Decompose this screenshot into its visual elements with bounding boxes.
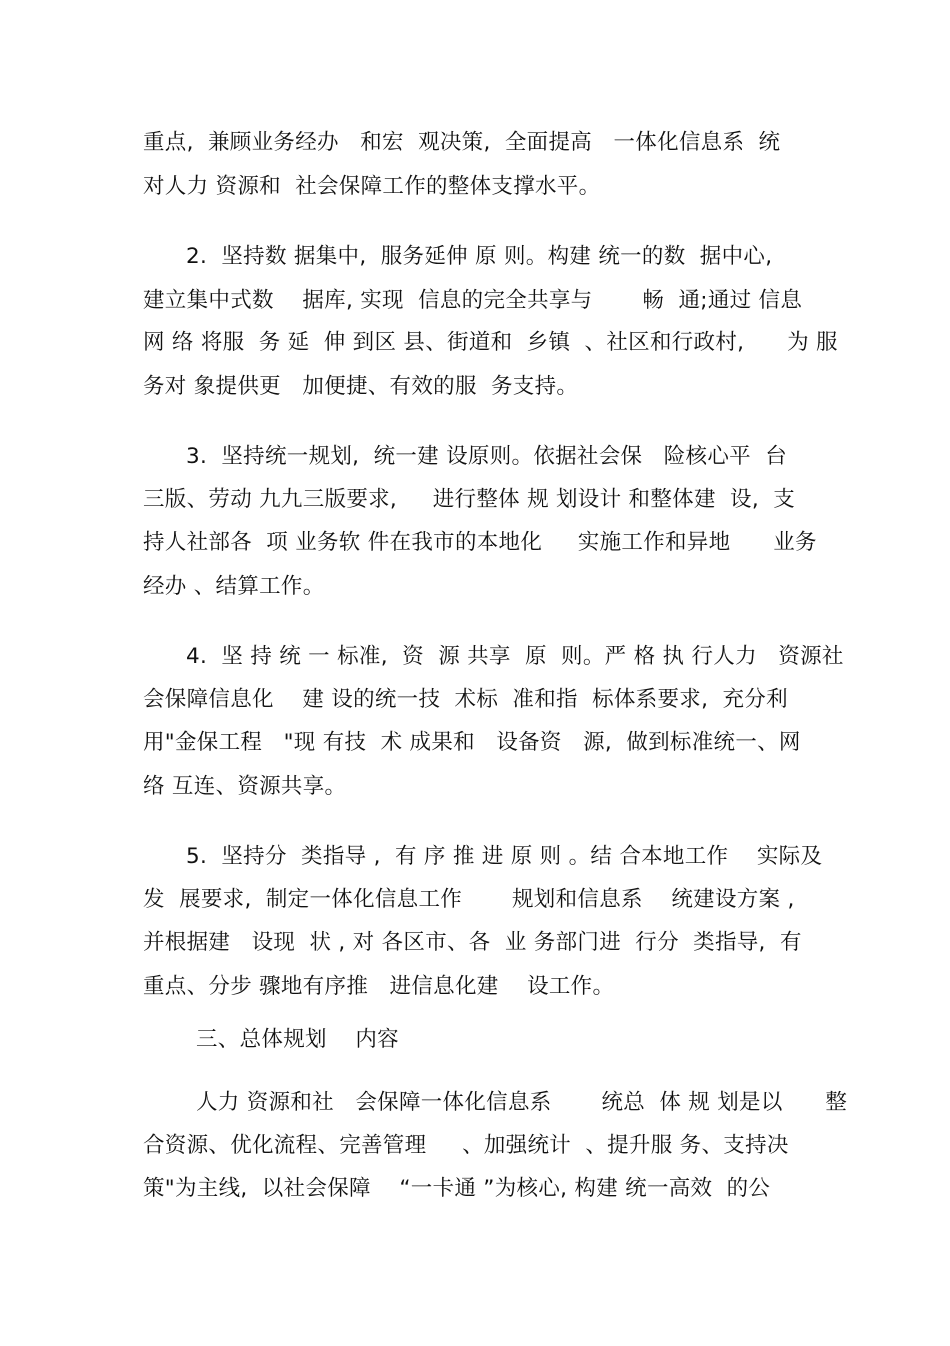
paragraph-line: 2. 坚持数 据集中, 服务延伸 原 则。构建 统一的数 据中心,: [186, 244, 773, 269]
paragraph-line: 3. 坚持统一规划, 统一建 设原则。依据社会保 险核心平 台: [186, 444, 787, 469]
paragraph-line: 发 展要求, 制定一体化信息工作 规划和信息系 统建设方案 ,: [143, 887, 795, 912]
paragraph-line: 网 络 将服 务 延 伸 到区 县、街道和 乡镇 、社区和行政村, 为 服: [143, 330, 838, 355]
paragraph-line: 三版、劳动 九九三版要求, 进行整体 规 划设计 和整体建 设, 支: [143, 487, 796, 512]
paragraph-line: 人力 资源和社 会保障一体化信息系 统总 体 规 划是以 整: [196, 1090, 848, 1115]
paragraph-line: 建立集中式数 据库, 实现 信息的完全共享与 畅 通;通过 信息: [143, 288, 803, 313]
paragraph-line: 经办 、结算工作。: [143, 574, 325, 599]
paragraph-line: 会保障信息化 建 设的统一技 术标 准和指 标体系要求, 充分利: [143, 687, 788, 712]
paragraph-line: 合资源、优化流程、完善管理 、加强统计 、提升服 务、支持决: [143, 1133, 789, 1158]
paragraph-line: 并根据建 设现 状 , 对 各区市、各 业 务部门进 行分 类指导, 有: [143, 930, 802, 955]
paragraph-line: 务对 象提供更 加便捷、有效的服 务支持。: [143, 374, 579, 399]
paragraph-line: 重点, 兼顾业务经办 和宏 观决策, 全面提高 一体化信息系 统: [143, 130, 781, 155]
paragraph-line: 4. 坚 持 统 一 标准, 资 源 共享 原 则。严 格 执 行人力 资源社: [186, 644, 844, 669]
paragraph-line: 用"金保工程 "现 有技 术 成果和 设备资 源, 做到标准统一、网: [143, 730, 801, 755]
paragraph-line: 对人力 资源和 社会保障工作的整体支撑水平。: [143, 174, 601, 199]
paragraph-line: 策"为主线, 以社会保障 “一卡通 ”为核心, 构建 统一高效 的公: [143, 1176, 771, 1201]
paragraph-line: 络 互连、资源共享。: [143, 774, 347, 799]
paragraph-line: 重点、分步 骤地有序推 进信息化建 设工作。: [143, 974, 615, 999]
paragraph-line: 持人社部各 项 业务软 件在我市的本地化 实施工作和异地 业务: [143, 530, 817, 555]
paragraph-line: 5. 坚持分 类指导 , 有 序 推 进 原 则 。结 合本地工作 实际及: [186, 844, 823, 869]
section-heading: 三、总体规划 内容: [196, 1027, 399, 1052]
